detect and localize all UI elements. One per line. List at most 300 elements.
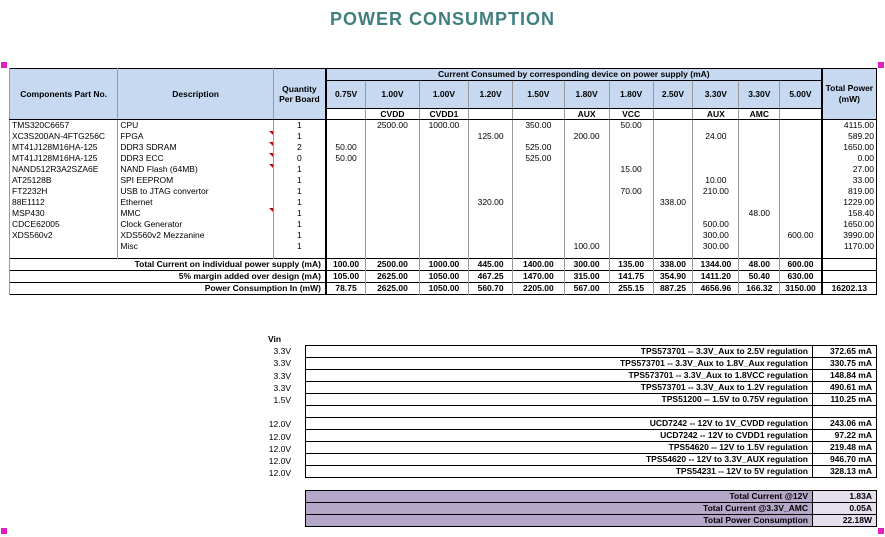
current-cell bbox=[366, 131, 420, 142]
totals-value-cell: 135.00 bbox=[609, 259, 653, 271]
table-row bbox=[10, 241, 877, 252]
vin-value: 12.0V bbox=[268, 468, 291, 479]
current-cell bbox=[693, 153, 739, 164]
current-cell bbox=[469, 175, 513, 186]
total-power-cell: 589.20 bbox=[822, 131, 877, 142]
summary-row bbox=[306, 503, 877, 515]
current-cell bbox=[693, 142, 739, 153]
regulator-description bbox=[306, 406, 813, 418]
current-cell bbox=[419, 186, 468, 197]
current-cell bbox=[564, 153, 609, 164]
totals-label: Total Current on individual power supply (mA) bbox=[10, 259, 326, 271]
current-cell bbox=[739, 153, 780, 164]
current-cell bbox=[326, 241, 366, 252]
summary-table bbox=[305, 490, 877, 527]
current-cell bbox=[326, 120, 366, 132]
totals-value-cell: 2205.00 bbox=[513, 283, 564, 295]
selection-handle-top-right[interactable] bbox=[878, 62, 884, 68]
selection-handle-bottom-right[interactable] bbox=[878, 528, 884, 534]
table-row bbox=[10, 131, 877, 142]
current-cell bbox=[693, 208, 739, 219]
totals-value-cell: 1000.00 bbox=[419, 259, 468, 271]
current-cell bbox=[653, 241, 693, 252]
summary-value: 22.18W bbox=[813, 515, 877, 527]
current-cell bbox=[419, 175, 468, 186]
summary-label: Total Power Consumption bbox=[306, 515, 813, 527]
totals-value-cell: 600.00 bbox=[780, 259, 822, 271]
current-cell bbox=[366, 219, 420, 230]
regulator-row bbox=[306, 358, 877, 370]
description-cell: Clock Generator bbox=[118, 219, 274, 230]
regulator-description: TPS573701 -- 3.3V_Aux to 1.2V regulation bbox=[306, 382, 813, 394]
description-cell: DDR3 ECC bbox=[118, 153, 274, 164]
quantity-cell: 1 bbox=[273, 241, 326, 252]
summary-row bbox=[306, 515, 877, 527]
header-rail-name: VCC bbox=[609, 109, 653, 120]
regulator-current: 110.25 mA bbox=[813, 394, 877, 406]
current-cell bbox=[653, 153, 693, 164]
description-cell: DDR3 SDRAM bbox=[118, 142, 274, 153]
description-cell: Misc bbox=[118, 241, 274, 252]
current-cell bbox=[326, 164, 366, 175]
table-row bbox=[10, 219, 877, 230]
regulator-current: 330.75 mA bbox=[813, 358, 877, 370]
current-cell bbox=[564, 197, 609, 208]
regulator-row bbox=[306, 442, 877, 454]
totals-value-cell: 560.70 bbox=[469, 283, 513, 295]
total-power-cell: 1650.00 bbox=[822, 142, 877, 153]
current-cell bbox=[780, 197, 822, 208]
current-cell bbox=[326, 197, 366, 208]
description-cell: FPGA bbox=[118, 131, 274, 142]
current-cell bbox=[780, 208, 822, 219]
current-cell: 24.00 bbox=[693, 131, 739, 142]
header-rail-name: AUX bbox=[693, 109, 739, 120]
regulator-description: UCD7242 -- 12V to 1V_CVDD regulation bbox=[306, 418, 813, 430]
totals-value-cell: 50.40 bbox=[739, 271, 780, 283]
vin-value: 12.0V bbox=[268, 431, 291, 442]
part-number-cell: NAND512R3A2SZA6E bbox=[10, 164, 118, 175]
total-power-cell: 33.00 bbox=[822, 175, 877, 186]
current-cell bbox=[780, 175, 822, 186]
regulator-description: UCD7242 -- 12V to CVDD1 regulation bbox=[306, 430, 813, 442]
regulator-row bbox=[306, 382, 877, 394]
current-cell bbox=[366, 164, 420, 175]
total-power-cell: 1229.00 bbox=[822, 197, 877, 208]
totals-power-cell bbox=[822, 271, 877, 283]
totals-value-cell: 4656.96 bbox=[693, 283, 739, 295]
quantity-cell: 1 bbox=[273, 219, 326, 230]
total-power-cell: 1650.00 bbox=[822, 219, 877, 230]
current-cell bbox=[326, 175, 366, 186]
current-cell bbox=[513, 186, 564, 197]
current-cell bbox=[513, 208, 564, 219]
table-row bbox=[10, 186, 877, 197]
current-cell: 48.00 bbox=[739, 208, 780, 219]
current-cell: 500.00 bbox=[693, 219, 739, 230]
current-cell bbox=[739, 241, 780, 252]
totals-value-cell: 300.00 bbox=[564, 259, 609, 271]
header-voltage: 1.50V bbox=[513, 81, 564, 109]
current-cell bbox=[609, 230, 653, 241]
description-cell: SPI EEPROM bbox=[118, 175, 274, 186]
vin-value bbox=[268, 406, 291, 418]
totals-value-cell: 467.25 bbox=[469, 271, 513, 283]
regulator-row bbox=[306, 346, 877, 358]
regulator-description: TPS573701 -- 3.3V_Aux to 1.8VCC regulation bbox=[306, 370, 813, 382]
quantity-cell: 1 bbox=[273, 164, 326, 175]
current-cell bbox=[653, 186, 693, 197]
header-voltage: 1.00V bbox=[419, 81, 468, 109]
totals-value-cell: 445.00 bbox=[469, 259, 513, 271]
current-cell bbox=[469, 153, 513, 164]
header-rail-name bbox=[326, 109, 366, 120]
part-number-cell: CDCE62005 bbox=[10, 219, 118, 230]
quantity-cell: 0 bbox=[273, 153, 326, 164]
total-power-cell: 1170.00 bbox=[822, 241, 877, 252]
current-cell bbox=[419, 142, 468, 153]
regulator-current: 243.06 mA bbox=[813, 418, 877, 430]
current-cell: 300.00 bbox=[693, 230, 739, 241]
current-cell bbox=[469, 142, 513, 153]
current-cell bbox=[419, 208, 468, 219]
part-number-cell: AT25128B bbox=[10, 175, 118, 186]
current-cell: 50.00 bbox=[609, 120, 653, 132]
part-number-cell bbox=[10, 241, 118, 252]
current-cell bbox=[469, 164, 513, 175]
current-cell: 338.00 bbox=[653, 197, 693, 208]
current-cell bbox=[366, 142, 420, 153]
current-cell bbox=[366, 208, 420, 219]
description-cell: Ethernet bbox=[118, 197, 274, 208]
header-rail-name: AUX bbox=[564, 109, 609, 120]
part-number-cell: XDS560v2 bbox=[10, 230, 118, 241]
total-power-cell: 27.00 bbox=[822, 164, 877, 175]
power-table bbox=[9, 68, 877, 295]
totals-row bbox=[10, 271, 877, 283]
regulator-description: TPS54620 -- 12V to 1.5V regulation bbox=[306, 442, 813, 454]
summary-row bbox=[306, 491, 877, 503]
totals-value-cell: 1470.00 bbox=[513, 271, 564, 283]
current-cell bbox=[564, 219, 609, 230]
quantity-cell: 1 bbox=[273, 186, 326, 197]
table-row bbox=[10, 175, 877, 186]
regulator-row bbox=[306, 370, 877, 382]
current-cell bbox=[653, 142, 693, 153]
current-cell bbox=[653, 219, 693, 230]
current-cell bbox=[366, 186, 420, 197]
current-cell: 10.00 bbox=[693, 175, 739, 186]
current-cell bbox=[780, 153, 822, 164]
totals-power-cell: 16202.13 bbox=[822, 283, 877, 295]
total-power-cell: 3990.00 bbox=[822, 230, 877, 241]
regulator-row bbox=[306, 454, 877, 466]
current-cell bbox=[609, 131, 653, 142]
quantity-cell: 1 bbox=[273, 120, 326, 132]
current-cell bbox=[419, 219, 468, 230]
part-number-cell: FT2232H bbox=[10, 186, 118, 197]
current-cell bbox=[564, 186, 609, 197]
current-cell: 525.00 bbox=[513, 142, 564, 153]
current-cell bbox=[366, 197, 420, 208]
current-cell bbox=[326, 208, 366, 219]
current-cell bbox=[326, 219, 366, 230]
header-voltage: 1.20V bbox=[469, 81, 513, 109]
regulator-description: TPS573701 -- 3.3V_Aux to 1.8V_Aux regulation bbox=[306, 358, 813, 370]
quantity-cell: 1 bbox=[273, 175, 326, 186]
current-cell bbox=[469, 241, 513, 252]
current-cell bbox=[469, 120, 513, 132]
quantity-cell: 1 bbox=[273, 197, 326, 208]
current-cell: 2500.00 bbox=[366, 120, 420, 132]
regulator-current: 328.13 mA bbox=[813, 466, 877, 478]
regulator-current: 219.48 mA bbox=[813, 442, 877, 454]
totals-value-cell: 1050.00 bbox=[419, 271, 468, 283]
current-cell bbox=[609, 219, 653, 230]
vin-value: 3.3V bbox=[273, 346, 291, 357]
current-cell bbox=[653, 175, 693, 186]
current-cell bbox=[366, 230, 420, 241]
regulator-current: 372.65 mA bbox=[813, 346, 877, 358]
current-cell bbox=[739, 142, 780, 153]
current-cell bbox=[653, 208, 693, 219]
current-cell bbox=[653, 230, 693, 241]
current-cell bbox=[693, 197, 739, 208]
header-part-no: Components Part No. bbox=[10, 69, 118, 120]
summary-value: 1.83A bbox=[813, 491, 877, 503]
totals-value-cell: 166.32 bbox=[739, 283, 780, 295]
current-cell bbox=[469, 230, 513, 241]
current-cell bbox=[419, 197, 468, 208]
current-cell: 125.00 bbox=[469, 131, 513, 142]
current-cell bbox=[780, 120, 822, 132]
current-cell bbox=[419, 230, 468, 241]
current-cell bbox=[419, 241, 468, 252]
totals-value-cell: 630.00 bbox=[780, 271, 822, 283]
current-cell bbox=[513, 219, 564, 230]
table-row bbox=[10, 153, 877, 164]
header-voltage: 2.50V bbox=[653, 81, 693, 109]
current-cell bbox=[326, 186, 366, 197]
regulator-row bbox=[306, 394, 877, 406]
regulator-description: TPS54620 -- 12V to 3.3V_AUX regulation bbox=[306, 454, 813, 466]
totals-value-cell: 105.00 bbox=[326, 271, 366, 283]
totals-row bbox=[10, 259, 877, 271]
regulator-current: 97.22 mA bbox=[813, 430, 877, 442]
current-cell: 15.00 bbox=[609, 164, 653, 175]
selection-handle-top-left[interactable] bbox=[1, 62, 7, 68]
current-cell bbox=[739, 175, 780, 186]
current-cell bbox=[513, 131, 564, 142]
regulator-current: 946.70 mA bbox=[813, 454, 877, 466]
header-rail-name: CVDD bbox=[366, 109, 420, 120]
totals-label: 5% margin added over design (mA) bbox=[10, 271, 326, 283]
current-cell: 300.00 bbox=[693, 241, 739, 252]
totals-value-cell: 887.25 bbox=[653, 283, 693, 295]
header-description: Description bbox=[118, 69, 274, 120]
regulator-description: TPS573701 -- 3.3V_Aux to 2.5V regulation bbox=[306, 346, 813, 358]
current-cell bbox=[609, 142, 653, 153]
quantity-cell: 2 bbox=[273, 142, 326, 153]
page-title: POWER CONSUMPTION bbox=[329, 9, 555, 29]
header-voltage: 3.30V bbox=[693, 81, 739, 109]
part-number-cell: MSP430 bbox=[10, 208, 118, 219]
header-rail-name: CVDD1 bbox=[419, 109, 468, 120]
totals-value-cell: 100.00 bbox=[326, 259, 366, 271]
current-cell bbox=[513, 175, 564, 186]
current-cell bbox=[564, 164, 609, 175]
regulator-row bbox=[306, 418, 877, 430]
current-cell bbox=[693, 120, 739, 132]
header-voltage: 0.75V bbox=[326, 81, 366, 109]
current-cell bbox=[780, 164, 822, 175]
current-cell: 1000.00 bbox=[419, 120, 468, 132]
current-cell: 525.00 bbox=[513, 153, 564, 164]
total-power-cell: 0.00 bbox=[822, 153, 877, 164]
current-cell bbox=[739, 131, 780, 142]
header-voltage: 3.30V bbox=[739, 81, 780, 109]
quantity-cell: 1 bbox=[273, 230, 326, 241]
total-power-cell: 4115.00 bbox=[822, 120, 877, 132]
part-number-cell: MT41J128M16HA-125 bbox=[10, 153, 118, 164]
current-cell bbox=[739, 164, 780, 175]
header-voltage: 5.00V bbox=[780, 81, 822, 109]
current-cell bbox=[564, 120, 609, 132]
current-cell bbox=[469, 208, 513, 219]
current-cell bbox=[739, 186, 780, 197]
current-cell bbox=[739, 197, 780, 208]
total-power-cell: 819.00 bbox=[822, 186, 877, 197]
header-rail-name: AMC bbox=[739, 109, 780, 120]
header-voltage: 1.00V bbox=[366, 81, 420, 109]
current-cell bbox=[513, 197, 564, 208]
totals-value-cell: 48.00 bbox=[739, 259, 780, 271]
current-cell bbox=[469, 186, 513, 197]
description-cell: USB to JTAG convertor bbox=[118, 186, 274, 197]
totals-value-cell: 2625.00 bbox=[366, 283, 420, 295]
summary-label: Total Current @3.3V_AMC bbox=[306, 503, 813, 515]
header-voltage: 1.80V bbox=[609, 81, 653, 109]
current-cell bbox=[653, 164, 693, 175]
totals-value-cell: 3150.00 bbox=[780, 283, 822, 295]
part-number-cell: XC3S200AN-4FTG256C bbox=[10, 131, 118, 142]
current-cell: 50.00 bbox=[326, 142, 366, 153]
current-cell bbox=[419, 131, 468, 142]
table-row bbox=[10, 164, 877, 175]
regulator-description: TPS51200 -- 1.5V to 0.75V regulation bbox=[306, 394, 813, 406]
current-cell bbox=[326, 131, 366, 142]
header-rail-name bbox=[469, 109, 513, 120]
vin-value: 12.0V bbox=[268, 419, 291, 430]
current-cell bbox=[419, 153, 468, 164]
totals-label: Power Consumption In (mW) bbox=[10, 283, 326, 295]
header-rail-name bbox=[513, 109, 564, 120]
current-cell bbox=[653, 131, 693, 142]
current-cell bbox=[653, 120, 693, 132]
regulator-description: TPS54231 -- 12V to 5V regulation bbox=[306, 466, 813, 478]
vin-value: 1.5V bbox=[273, 394, 291, 405]
current-cell: 200.00 bbox=[564, 131, 609, 142]
table-row bbox=[10, 230, 877, 241]
totals-row bbox=[10, 283, 877, 295]
current-cell bbox=[780, 186, 822, 197]
summary-value: 0.05A bbox=[813, 503, 877, 515]
quantity-cell: 1 bbox=[273, 131, 326, 142]
current-cell: 100.00 bbox=[564, 241, 609, 252]
current-cell bbox=[780, 131, 822, 142]
current-cell bbox=[739, 120, 780, 132]
quantity-cell: 1 bbox=[273, 208, 326, 219]
current-cell bbox=[564, 175, 609, 186]
current-cell: 70.00 bbox=[609, 186, 653, 197]
part-number-cell: MT41J128M16HA-125 bbox=[10, 142, 118, 153]
current-cell bbox=[366, 153, 420, 164]
current-cell: 50.00 bbox=[326, 153, 366, 164]
vin-value: 12.0V bbox=[268, 443, 291, 454]
regulator-current bbox=[813, 406, 877, 418]
totals-value-cell: 2500.00 bbox=[366, 259, 420, 271]
regulator-row bbox=[306, 406, 877, 418]
current-cell: 600.00 bbox=[780, 230, 822, 241]
regulator-row bbox=[306, 430, 877, 442]
part-number-cell: TMS320C6657 bbox=[10, 120, 118, 132]
current-cell bbox=[693, 164, 739, 175]
totals-value-cell: 315.00 bbox=[564, 271, 609, 283]
current-cell: 210.00 bbox=[693, 186, 739, 197]
totals-value-cell: 1344.00 bbox=[693, 259, 739, 271]
selection-handle-bottom-left[interactable] bbox=[1, 528, 7, 534]
table-row bbox=[10, 208, 877, 219]
header-voltage: 1.80V bbox=[564, 81, 609, 109]
current-cell bbox=[564, 230, 609, 241]
current-cell bbox=[419, 164, 468, 175]
current-cell bbox=[469, 219, 513, 230]
header-quantity: Quantity Per Board bbox=[273, 69, 326, 120]
vin-value: 12.0V bbox=[268, 455, 291, 466]
totals-value-cell: 141.75 bbox=[609, 271, 653, 283]
current-cell bbox=[780, 142, 822, 153]
current-cell bbox=[739, 219, 780, 230]
current-cell bbox=[609, 197, 653, 208]
regulator-current: 490.61 mA bbox=[813, 382, 877, 394]
totals-value-cell: 1411.20 bbox=[693, 271, 739, 283]
current-cell: 350.00 bbox=[513, 120, 564, 132]
current-cell bbox=[513, 164, 564, 175]
totals-value-cell: 338.00 bbox=[653, 259, 693, 271]
current-cell bbox=[609, 208, 653, 219]
regulator-table bbox=[305, 345, 877, 478]
current-cell bbox=[780, 219, 822, 230]
current-cell bbox=[609, 153, 653, 164]
total-power-cell: 158.40 bbox=[822, 208, 877, 219]
totals-value-cell: 354.90 bbox=[653, 271, 693, 283]
current-cell bbox=[366, 175, 420, 186]
current-cell bbox=[609, 241, 653, 252]
regulator-row bbox=[306, 466, 877, 478]
vin-value: 3.3V bbox=[273, 370, 291, 381]
header-total-power: Total Power (mW) bbox=[822, 69, 877, 120]
header-rail-name bbox=[780, 109, 822, 120]
totals-value-cell: 255.15 bbox=[609, 283, 653, 295]
current-cell bbox=[366, 241, 420, 252]
totals-value-cell: 1400.00 bbox=[513, 259, 564, 271]
current-cell: 320.00 bbox=[469, 197, 513, 208]
vin-column bbox=[268, 333, 291, 479]
table-row bbox=[10, 197, 877, 208]
current-cell bbox=[564, 142, 609, 153]
header-rail-name bbox=[653, 109, 693, 120]
current-cell bbox=[739, 230, 780, 241]
